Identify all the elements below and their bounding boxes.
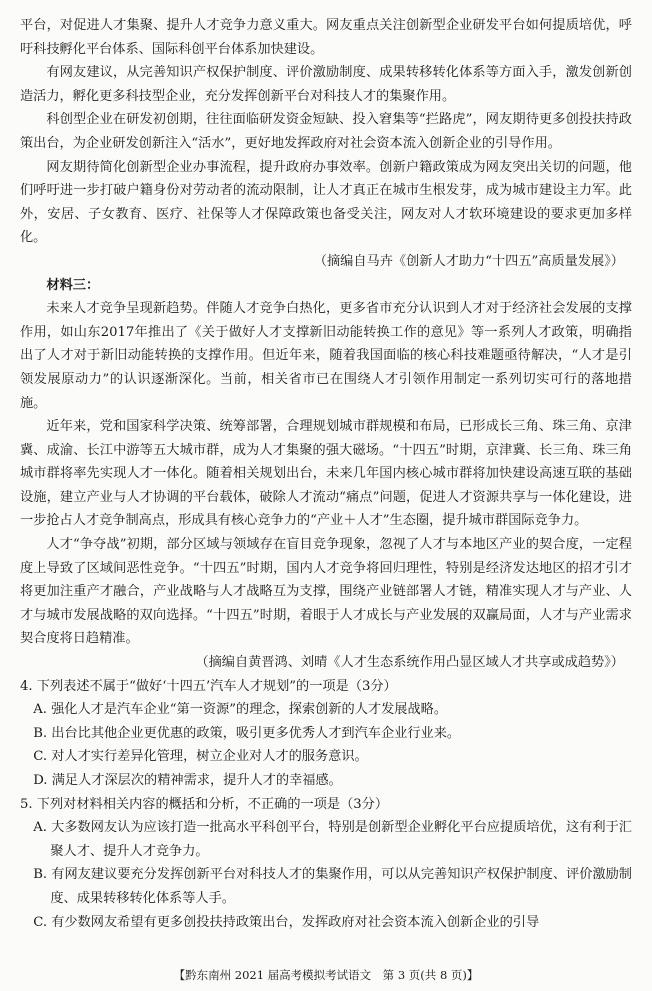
source-citation: （摘编自马卉《创新人才助力“十四五”高质量发展》）: [313, 253, 624, 269]
paragraph: 近年来，党和国家科学决策、统筹部署，合理规划城市群规模和布局，已形成长三角、珠三角、京津冀、成渝、长江中游等五大城市群，成为人才集聚的强大磁场。“十四五”时期，京津冀、长三角、珠三角城市群将率先实现人才一体化。随着相关规划出台，未来几年国内核心城市群将加快建设高速互联的基础设施，建立产业与人才协调的平台载体，破除人才流动“痛点”问题，促进人才资源共享与一体化建设，进一步抢占人才竞争制高点，形成具有核心竞争力的“产业＋人才”生态圈，提升城市群国际竞争力。: [20, 419, 632, 529]
paragraph: 人才“争夺战”初期，部分区域与领域存在盲目竞争现象，忽视了人才与本地区产业的契合度，一定程度上导致了区域间恶性竞争。“十四五”时期，国内人才竞争将回归理性，特别是经济发达地区的招才引才将更加注重产才融合，产业战略与人才战略互为支撑，围绕产业链部署人才链，精准实现人才与产业、人才与城市发展战略的双向选择。“十四五”时期，着眼于人才成长与产业发展的双赢局面，人才与产业需求契合度将日趋精准。: [20, 537, 632, 647]
option-c: C. 对人才实行差异化管理，树立企业对人才的服务意识。: [33, 749, 368, 765]
option-b: B. 有网友建议要充分发挥创新平台对科技人才的集聚作用，可以从完善知识产权保护制度、评价激励制度、成果转移转化体系等人手。: [33, 867, 632, 906]
option-b: B. 出台比其他企业更优惠的政策，吸引更多优秀人才到汽车企业行业来。: [33, 725, 461, 741]
option-d: D. 满足人才深层次的精神需求，提升人才的幸福感。: [33, 773, 342, 788]
material-three: [20, 274, 632, 675]
paragraph: 有网友建议，从完善知识产权保护制度、评价激励制度、成果转移转化体系等方面入手，激发创新创造活力，孵化更多科技型企业，充分发挥创新平台对科技人才的集聚作用。: [20, 65, 632, 104]
paragraph: 未来人才竞争呈现新趋势。伴随人才竞争白热化，更多省市充分认识到人才对于经济社会发展的支撑作用，如山东2017年推出了《关于做好人才支撑新旧动能转换工作的意见》等一系列人才政策，明确指出了人才对于新旧动能转换的支撑作用。但近年来，随着我国面临的核心科技难题亟待解决，“人才是引领发展原动力”的认识逐渐深化。当前，相关省市已在围绕人才引领作用制定一系列切实可行的落地措施。: [20, 301, 632, 411]
question-stem: 4. 下列表述不属于“做好‘十四五’汽车人才规划”的一项是（3分）: [20, 678, 397, 694]
material-heading: 材料三：: [46, 277, 100, 293]
source-citation: （摘编自黄晋鸿、刘晴《人才生态系统作用凸显区域人才共享或成趋势》）: [195, 655, 624, 671]
question-5: [20, 793, 632, 935]
question-stem: 5. 下列对材料相关内容的概括和分析，不正确的一项是（3分）: [20, 796, 389, 812]
option-a: A. 大多数网友认为应该打造一批高水平科创平台，特别是创新型企业孵化平台应提质培优，这有利于汇聚人才、提升人才竞争力。: [33, 820, 632, 859]
paragraph: 网友期待简化创新型企业办事流程，提升政府办事效率。创新户籍政策成为网友突出关切的问题，他们呼吁进一步打破户籍身份对劳动者的流动限制，让人才真正在城市生根发芽，成为城市建设主力军。此外，安居、子女教育、医疗、社保等人才保障政策也备受关注，网友对人才软环境建设的要求更加多样化。: [20, 159, 632, 246]
material-two-continued: [20, 14, 632, 274]
page-footer: 【黔东南州 2021 届高考模拟考试语文 第 3 页(共 8 页)】: [173, 968, 479, 982]
question-4: [20, 675, 632, 793]
option-a: A. 强化人才是汽车企业“第一资源”的理念，探索创新的人才发展战略。: [33, 702, 448, 718]
option-c: C. 有少数网友希望有更多创投扶持政策出台，发挥政府对社会资本流入创新企业的引导: [33, 914, 540, 930]
paragraph: 科创型企业在研发初创期，往往面临研发资金短缺、投入窘集等“拦路虎”，网友期待更多创投扶持政策出台，为企业研发创新注入“活水”，更好地发挥政府对社会资本流入创新企业的引导作用。: [20, 112, 632, 151]
paragraph: 平台，对促进人才集聚、提升人才竞争力意义重大。网友重点关注创新型企业研发平台如何提质培优，呼吁科技孵化平台体系、国际科创平台体系加快建设。: [20, 18, 632, 57]
